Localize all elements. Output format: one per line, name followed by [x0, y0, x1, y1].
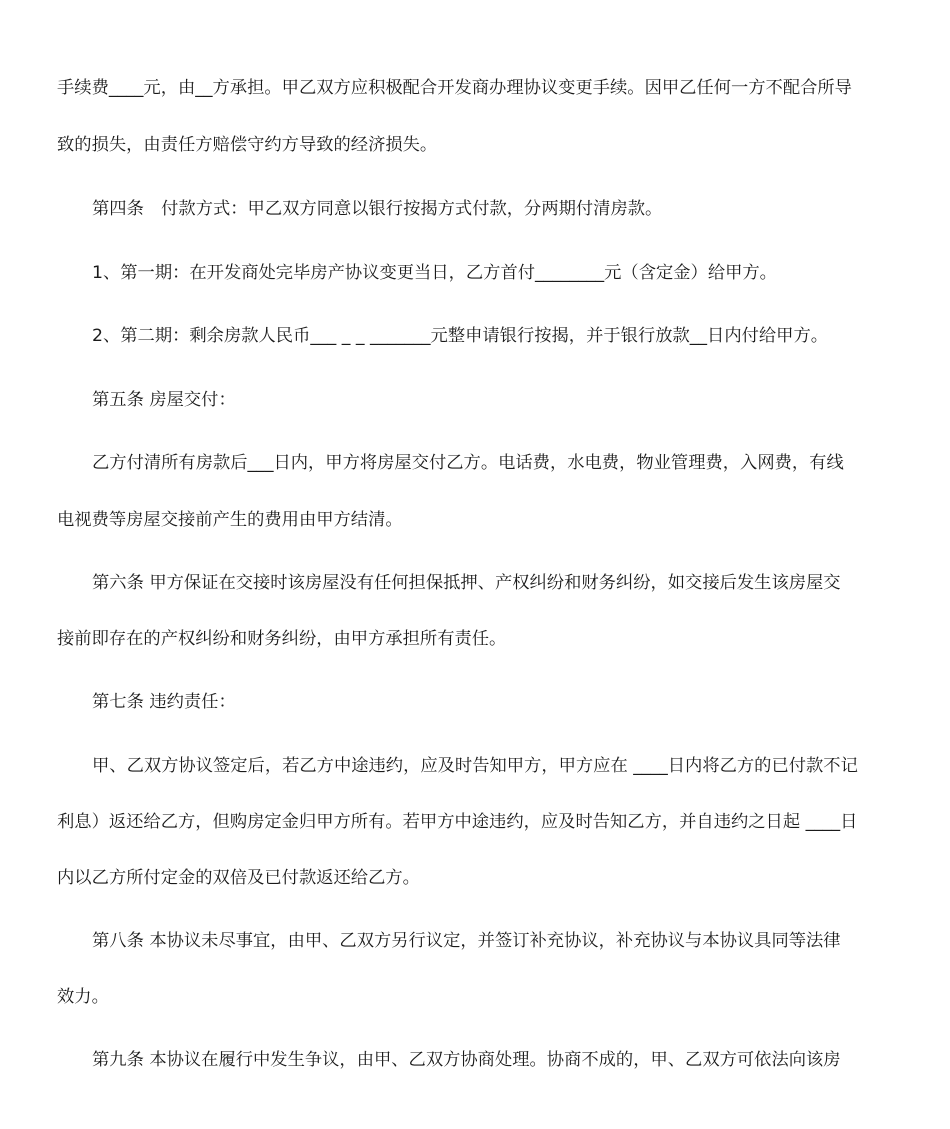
text-line: 利息）返还给乙方，但购房定金归甲方所有。若甲方中途违约，应及时告知乙方，并自违约之日起 ____日: [57, 812, 858, 832]
text-line: 乙方付清所有房款后___日内，甲方将房屋交付乙方。电话费，水电费，物业管理费，入网费，有线: [92, 453, 844, 473]
article-heading: 第五条 房屋交付：: [92, 390, 236, 410]
text-line: 效力。: [57, 987, 109, 1007]
text-line: 手续费____元，由__方承担。甲乙双方应积极配合开发商办理协议变更手续。因甲乙任何一方不配合所导: [57, 78, 852, 98]
text-line: 内以乙方所付定金的双倍及已付款返还给乙方。: [57, 868, 420, 888]
article-heading: 第六条 甲方保证在交接时该房屋没有任何担保抵押、产权纠纷和财务纠纷，如交接后发生该房屋交: [92, 573, 841, 593]
text-line: 电视费等房屋交接前产生的费用由甲方结清。: [57, 510, 403, 530]
article-heading: 第九条 本协议在履行中发生争议，由甲、乙双方协商处理。协商不成的，甲、乙双方可依法向该房: [92, 1050, 841, 1070]
text-line: 致的损失，由责任方赔偿守约方导致的经济损失。: [57, 135, 438, 155]
article-heading: 第四条 付款方式：甲乙双方同意以银行按揭方式付款，分两期付清房款。: [92, 199, 663, 219]
text-line: 1、第一期：在开发商处完毕房产协议变更当日，乙方首付________元（含定金）给甲方。: [92, 263, 777, 283]
text-line: 甲、乙双方协议签定后，若乙方中途违约，应及时告知甲方，甲方应在 ____日内将乙方的已付款不记: [92, 756, 858, 776]
article-heading: 第八条 本协议未尽事宜，由甲、乙双方另行议定，并签订补充协议，补充协议与本协议具同等法律: [92, 931, 841, 951]
text-line: 接前即存在的产权纠纷和财务纠纷，由甲方承担所有责任。: [57, 629, 507, 649]
article-heading: 第七条 违约责任：: [92, 692, 236, 712]
text-line: 2、第二期：剩余房款人民币___ _ _ _______元整申请银行按揭，并于银行放款__日内付给甲方。: [92, 326, 829, 346]
